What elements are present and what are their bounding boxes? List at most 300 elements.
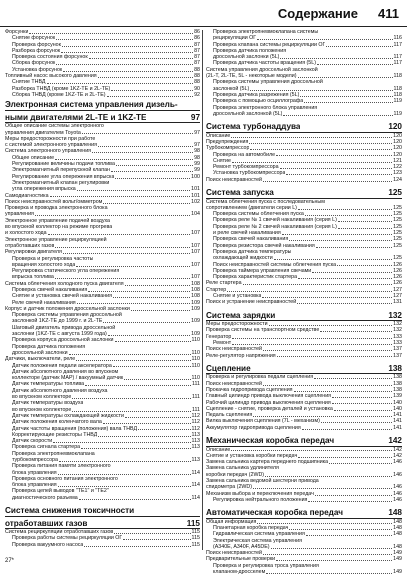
toc-leader-dots bbox=[232, 344, 392, 345]
toc-entry-page: 138 bbox=[393, 386, 402, 393]
toc-entry-title: Сцепление - снятие, проверка деталей и установка bbox=[206, 405, 333, 412]
toc-entry-title: Электромагнитный перепускной клапан bbox=[12, 167, 110, 174]
toc-section-heading[interactable] bbox=[206, 122, 402, 133]
toc-leader-dots bbox=[302, 429, 392, 430]
toc-entry-title: Проверка основного питания электронного bbox=[12, 475, 118, 482]
toc-entry-title: Замена сальника удлинителя bbox=[206, 465, 279, 472]
toc-entry-title: (2L-T, 2L-TE, 5L - некоторые модели) bbox=[206, 73, 297, 80]
toc-entry-page: 146 bbox=[393, 471, 402, 478]
toc-entry-title: Электронное управление рециркуляцией bbox=[5, 236, 107, 243]
toc-leader-dots bbox=[113, 297, 190, 298]
toc-entry-page: 142 bbox=[393, 446, 402, 453]
toc-entry-page: 125 bbox=[393, 242, 402, 249]
toc-leader-dots bbox=[98, 146, 193, 147]
toc-entry-page: 121 bbox=[393, 157, 402, 164]
toc-leader-dots bbox=[250, 90, 392, 91]
toc-entry-title: заслонки (1KZ-TE с августа 1999 года) bbox=[12, 331, 107, 338]
toc-entry[interactable] bbox=[5, 542, 200, 548]
toc-leader-dots bbox=[232, 162, 392, 163]
toc-leader-dots bbox=[283, 115, 392, 116]
toc-spacer bbox=[206, 306, 402, 309]
toc-leader-dots bbox=[69, 354, 191, 355]
toc-entry-title: Проверка системы управления дроссельной bbox=[12, 312, 122, 319]
toc-entry-page: 86 bbox=[194, 29, 200, 35]
toc-entry-title: Датчик температуры топлива bbox=[12, 381, 85, 388]
toc-entry-title: Система облегчения холодного пуска двигателя bbox=[5, 280, 124, 287]
toc-entry-title: Ремонт bbox=[213, 339, 232, 346]
toc-entry-title: Реле-регулятор напряжения bbox=[206, 352, 276, 359]
toc-leader-dots bbox=[289, 529, 392, 530]
toc-leader-dots bbox=[114, 533, 190, 534]
toc-entry-page: 148 bbox=[393, 543, 402, 550]
toc-entry-title: Проверка вакуумного насоса bbox=[12, 541, 84, 548]
toc-entry-page: 119 bbox=[393, 110, 402, 117]
toc-entry-page: 149 bbox=[393, 556, 402, 563]
toc-leader-dots bbox=[35, 215, 190, 216]
toc-entry-title: Проверка и регулировка частоты bbox=[12, 255, 94, 262]
toc-entry-page: 141 bbox=[393, 418, 402, 425]
toc-entry-page: 127 bbox=[393, 286, 402, 293]
toc-section-heading[interactable] bbox=[206, 436, 402, 447]
toc-entry-title: Проверка на автомобиле bbox=[213, 151, 276, 158]
toc-entry-page: 146 bbox=[393, 496, 402, 503]
toc-entry-page: 131 bbox=[393, 299, 402, 306]
toc-entry-page: 110 bbox=[191, 375, 200, 382]
toc-entry-page: 111 bbox=[191, 394, 200, 401]
toc-leader-dots bbox=[55, 247, 190, 248]
toc-entry-title: Аккумулятор гидропривода сцепления bbox=[206, 424, 301, 431]
toc-leader-dots bbox=[306, 535, 392, 536]
toc-entry-page: 110 bbox=[191, 362, 200, 369]
toc-entry-title: Система электронного управления bbox=[5, 148, 92, 155]
toc-entry-page: 109 bbox=[191, 318, 200, 325]
toc-leader-dots bbox=[231, 450, 392, 451]
toc-entry-page: 113 bbox=[191, 457, 200, 463]
toc-entry-title: Форсунки bbox=[5, 29, 29, 35]
toc-leader-dots bbox=[55, 278, 190, 279]
toc-entry-page: 98 bbox=[194, 154, 200, 161]
toc-leader-dots bbox=[265, 476, 392, 477]
toc-leader-dots bbox=[58, 474, 191, 475]
toc-entry-title: Электронная система управления дизель- bbox=[5, 100, 178, 110]
toc-entry-title: Разборка ТНВД (кроме 1KZ-TE и 2L-TE) bbox=[12, 85, 111, 92]
toc-entry-title: Проверка электропневмоклапана bbox=[12, 450, 95, 457]
toc-section-heading[interactable] bbox=[5, 113, 200, 124]
toc-entry-title: Предварительные проверки bbox=[206, 556, 276, 563]
toc-entry-page: 87 bbox=[194, 54, 200, 61]
toc-leader-dots bbox=[47, 83, 194, 84]
toc-entry-title: Проверка состояния форсунок bbox=[12, 54, 88, 61]
toc-entry-page: 120 bbox=[393, 151, 402, 158]
toc-entry-title: блока управления bbox=[12, 482, 57, 489]
toc-entry-page: 113 bbox=[191, 431, 200, 438]
toc-leader-dots bbox=[316, 247, 392, 248]
toc-leader-dots bbox=[305, 215, 392, 216]
toc-entry-title: Гидравлическая система управления bbox=[213, 531, 305, 538]
toc-leader-dots bbox=[263, 350, 392, 351]
toc-entry-title: Проверка свечей накаливания bbox=[213, 236, 289, 243]
toc-entry-title: Проверка работы системы рециркуляции ОГ bbox=[12, 535, 123, 542]
toc-section-heading[interactable] bbox=[206, 311, 402, 322]
toc-entry-title: Замена сальника картера переднего подшипника bbox=[206, 459, 329, 466]
toc-entry-page: 112 bbox=[191, 419, 200, 426]
toc-leader-dots bbox=[314, 378, 392, 379]
toc-leader-dots bbox=[50, 196, 191, 197]
toc-section-heading[interactable] bbox=[206, 364, 402, 375]
toc-entry-page: 107 bbox=[191, 230, 200, 237]
toc-leader-dots bbox=[274, 259, 392, 260]
toc-entry-page: 141 bbox=[393, 412, 402, 419]
toc-entry-title: турбокомпрессора bbox=[12, 457, 58, 463]
toc-entry-page: 117 bbox=[393, 54, 402, 61]
toc-entry-title: Стартер bbox=[206, 286, 227, 293]
toc-entry-page: 146 bbox=[393, 490, 402, 497]
toc-spacer bbox=[206, 431, 402, 434]
toc-leader-dots bbox=[76, 360, 190, 361]
toc-entry-page: 138 bbox=[393, 374, 402, 381]
toc-section-heading[interactable] bbox=[5, 519, 200, 530]
toc-right-column bbox=[206, 29, 402, 575]
toc-entry-page: 133 bbox=[393, 339, 402, 346]
toc-entry-title: заслонкой 1KZ-TE до 1999 г. и 2L-TE bbox=[12, 318, 103, 325]
toc-leader-dots bbox=[115, 341, 191, 342]
toc-entry-page: 99 bbox=[194, 167, 200, 174]
toc-spacer bbox=[206, 359, 402, 362]
toc-entry-title: Снятие форсунок bbox=[12, 35, 56, 42]
toc-leader-dots bbox=[107, 96, 194, 97]
toc-entry-title: Датчики, выключатели, реле bbox=[5, 356, 76, 363]
toc-leader-dots bbox=[72, 398, 191, 399]
toc-entry-page: 137 bbox=[393, 346, 402, 353]
toc-entry-page: 140 bbox=[393, 399, 402, 406]
toc-entry-title: Общее описание системы электронного bbox=[5, 123, 104, 130]
toc-entry-page: 101 bbox=[191, 186, 200, 193]
toc-leader-dots bbox=[300, 96, 392, 97]
toc-entry-title: Вилка выключения сцепления (7L - механизм) bbox=[206, 418, 320, 425]
toc-entry-page: 88 bbox=[194, 73, 200, 80]
toc-entry-title: Датчик абсолютного давления воздуха bbox=[12, 387, 108, 394]
toc-leader-dots bbox=[332, 403, 392, 404]
toc-entry-title: Проверка характеристик стартера bbox=[213, 274, 298, 281]
toc-entry-page: 87 bbox=[194, 41, 200, 48]
toc-leader-dots bbox=[138, 429, 191, 430]
toc-leader-dots bbox=[276, 560, 392, 561]
toc-entry-page: 115 bbox=[191, 529, 200, 536]
toc-leader-dots bbox=[62, 46, 193, 47]
toc-entry-page: 111 bbox=[191, 381, 200, 388]
toc-entry-page: 149 bbox=[393, 550, 402, 557]
toc-leader-dots bbox=[111, 90, 193, 91]
toc-entry-page: 101 bbox=[191, 192, 200, 199]
toc-entry-title: Замена сальника ведомой шестерни привода bbox=[206, 478, 319, 485]
toc-spacer bbox=[206, 117, 402, 120]
toc-entry-page: 107 bbox=[191, 242, 200, 249]
toc-leader-dots bbox=[103, 322, 190, 323]
toc-entry-page: 110 bbox=[191, 349, 200, 356]
toc-leader-dots bbox=[63, 71, 193, 72]
toc-entry-page: 108 bbox=[191, 280, 200, 287]
toc-leader-dots bbox=[317, 64, 393, 65]
toc-leader-dots bbox=[337, 265, 392, 266]
toc-entry-title: Проверка резистора свечей накаливания bbox=[213, 242, 315, 249]
toc-section-heading[interactable] bbox=[5, 506, 200, 517]
toc-entry-page: 148 bbox=[393, 531, 402, 538]
toc-leader-dots bbox=[326, 46, 392, 47]
toc-entry-page: 124 bbox=[393, 176, 402, 183]
toc-entry-page: 116 bbox=[393, 35, 402, 42]
toc-entry-title: Система запуска bbox=[206, 188, 274, 198]
toc-leader-dots bbox=[88, 291, 190, 292]
toc-spacer bbox=[5, 501, 200, 504]
toc-entry-title: Датчик температуры охлаждающей жидкости bbox=[12, 412, 124, 419]
toc-entry-page: 122 bbox=[393, 164, 402, 171]
toc-entry-page: 97 bbox=[190, 112, 200, 122]
toc-entry-title: (A340E, A340F, A45DE) bbox=[213, 543, 270, 550]
toc-entry-title: Проверка сигнала стартера bbox=[12, 444, 81, 451]
toc-section-heading[interactable] bbox=[206, 508, 402, 519]
toc-leader-dots bbox=[113, 366, 191, 367]
toc-leader-dots bbox=[81, 448, 190, 449]
toc-entry-title: Проверка форсунок bbox=[12, 41, 61, 48]
toc-entry-title: впрыска топлива bbox=[12, 274, 54, 281]
toc-entry-title: коллекторе (датчик MAP) / вакуумный датчик bbox=[12, 375, 124, 382]
toc-entry-page: 109 bbox=[191, 305, 200, 312]
toc-entry-title: Меры предосторожности при работе bbox=[5, 135, 96, 142]
toc-entry-title: Поиск и устранение неисправностей bbox=[206, 299, 297, 306]
toc-entry-page: 107 bbox=[191, 274, 200, 281]
toc-entry-title: Поиск неисправностей bbox=[206, 346, 262, 353]
toc-entry-title: Система турбонаддува bbox=[206, 122, 301, 132]
toc-entry-title: Реле свечей накаливания bbox=[12, 299, 76, 306]
toc-entry-page: 86 bbox=[194, 35, 200, 42]
toc-entry-title: Система управления дроссельной заслонкой bbox=[206, 66, 318, 73]
toc-entry-title: Рабочий цилиндр привода выключения сцепления bbox=[206, 399, 331, 406]
toc-entry-title: Проверка питания памяти электронного bbox=[12, 463, 111, 470]
toc-entry-page: 140 bbox=[393, 405, 402, 412]
toc-entry-page: 141 bbox=[393, 424, 402, 431]
toc-entry-title: Установка турбокомпрессора bbox=[213, 170, 286, 177]
toc-entry-title: Сцепление bbox=[206, 363, 251, 373]
toc-entry-title: управления двигателем Toyota bbox=[5, 129, 81, 136]
toc-entry-title: Проверка системы на транспортном средстве bbox=[206, 327, 320, 334]
toc-entry-title: Проверка и регулировка троса управления bbox=[213, 562, 319, 569]
toc-entry-title: Поиск неисправностей bbox=[206, 176, 262, 183]
toc-entry-page: 108 bbox=[191, 293, 200, 300]
toc-entry-page: 126 bbox=[393, 280, 402, 287]
toc-leader-dots bbox=[315, 495, 392, 496]
toc-entry-page: 117 bbox=[393, 41, 402, 48]
toc-leader-dots bbox=[53, 442, 190, 443]
toc-entry-page: 110 bbox=[191, 356, 200, 363]
toc-section-heading[interactable] bbox=[206, 188, 402, 199]
toc-leader-dots bbox=[262, 297, 392, 298]
toc-entry-page: 126 bbox=[393, 274, 402, 281]
toc-leader-dots bbox=[103, 423, 191, 424]
toc-entry-title: коробки передач (2WD) bbox=[206, 471, 265, 478]
toc-entry-title: Педаль сцепления bbox=[206, 412, 253, 419]
toc-entry-page: 114 bbox=[191, 469, 200, 476]
toc-entry-page: 110 bbox=[191, 337, 200, 344]
toc-entry-page: 100 bbox=[191, 173, 200, 180]
toc-entry-title: дроссельной заслонки (5L) bbox=[213, 54, 280, 61]
toc-entry-page: 146 bbox=[393, 484, 402, 491]
toc-entry-page: 92 bbox=[194, 91, 200, 98]
toc-entry-title: Проверка реле № 2 свечей накаливания (серия L) bbox=[213, 223, 337, 230]
toc-entry-title: Проверка датчика разрежения (5L) bbox=[213, 91, 300, 98]
toc-leader-dots bbox=[58, 486, 191, 487]
toc-entry-page: 109 bbox=[191, 331, 200, 338]
toc-entry-title: Прокачка гидропривода сцепления bbox=[206, 386, 293, 393]
toc-leader-dots bbox=[263, 554, 392, 555]
toc-leader-dots bbox=[98, 436, 190, 437]
toc-entry-title: Проверка цепей выводов "TE1" и "TE2" bbox=[12, 488, 109, 495]
toc-leader-dots bbox=[249, 143, 392, 144]
toc-leader-dots bbox=[123, 539, 190, 540]
toc-entry-title: Электромагнитный клапан регулировки bbox=[12, 179, 110, 186]
toc-entry-page: 113 bbox=[191, 438, 200, 445]
toc-entry-title: Система облегчения пуска с последовательным bbox=[206, 198, 325, 205]
toc-entry-title: Датчик положения коленчатого вала bbox=[12, 419, 102, 426]
toc-entry-title: Автоматическая коробка передач bbox=[206, 508, 343, 518]
toc-leader-dots bbox=[56, 64, 193, 65]
toc-leader-dots bbox=[85, 385, 191, 386]
toc-leader-dots bbox=[56, 39, 193, 40]
toc-entry-title: управления bbox=[5, 211, 34, 218]
toc-leader-dots bbox=[115, 178, 190, 179]
toc-entry-page: 125 bbox=[393, 236, 402, 243]
toc-entry-page: 138 bbox=[388, 363, 402, 373]
toc-entry-title: Механическая коробка передач bbox=[206, 436, 335, 446]
toc-entry-title: Электронное управление подачей воздуха bbox=[5, 217, 110, 224]
toc-entry-title: Описание bbox=[206, 132, 231, 139]
toc-entry-title: Проверка электропневмоклапана системы bbox=[213, 29, 319, 35]
toc-entry-title: Общее описание bbox=[12, 154, 55, 161]
toc-entry-page: 132 bbox=[393, 327, 402, 334]
toc-leader-dots bbox=[231, 137, 392, 138]
toc-entry-title: Поиск неисправностей вольт/омметром bbox=[5, 198, 103, 205]
toc-entry-title: Предупреждения bbox=[206, 138, 249, 145]
toc-entry-page: 107 bbox=[191, 249, 200, 256]
toc-entry-page: 125 bbox=[393, 211, 402, 218]
toc-entry-page: 102 bbox=[191, 198, 200, 205]
toc-entry-title: Регулировки двигателя bbox=[5, 249, 62, 256]
toc-entry-title: Шаговый двигатель привода дроссельной bbox=[12, 324, 116, 331]
toc-entry-title: Снятие ТНВД bbox=[12, 79, 46, 86]
toc-entry-title: Проверка с помощью осциллографа bbox=[213, 98, 304, 105]
toc-entry-title: Проверка электронного блока управления bbox=[213, 104, 318, 111]
toc-entry-title: Корректирующие резисторы ТНВД bbox=[12, 431, 98, 438]
toc-leader-dots bbox=[308, 501, 392, 502]
toc-entry-page: 125 bbox=[393, 255, 402, 262]
toc-entry-title: диагностического разъема bbox=[12, 494, 78, 501]
toc-entry-page: 87 bbox=[194, 47, 200, 54]
toc-leader-dots bbox=[334, 410, 392, 411]
toc-entry-page: 111 bbox=[191, 406, 200, 413]
toc-entry-title: Ремонт турбокомпрессора bbox=[213, 164, 279, 171]
toc-entry-title: Проверка корпуса дроссельной заслонки bbox=[12, 337, 114, 344]
toc-entry-title: заслонкой (5L) bbox=[213, 85, 250, 92]
toc-leader-dots bbox=[286, 174, 392, 175]
toc-entry-title: Датчик абсолютного давления во впускном bbox=[12, 368, 119, 375]
toc-leader-dots bbox=[289, 240, 392, 241]
toc-leader-dots bbox=[98, 77, 193, 78]
toc-entry-title: Регулирование угла опережения впрыска bbox=[12, 173, 115, 180]
toc-entry-title: Датчик частоты вращения (положения) вала ТНВД bbox=[12, 425, 138, 432]
toc-entry-page: 126 bbox=[393, 261, 402, 268]
toc-entry-title: Главный цилиндр привода выключения сцепления bbox=[206, 393, 332, 400]
toc-entry-title: Планетарная коробка передач bbox=[213, 525, 289, 531]
toc-leader-dots bbox=[232, 338, 392, 339]
toc-entry-page: 118 bbox=[393, 85, 402, 92]
toc-leader-dots bbox=[320, 331, 392, 332]
toc-entry-page: 142 bbox=[388, 436, 402, 446]
toc-entry-title: Описание bbox=[206, 446, 231, 453]
toc-entry-title: и холостого хода bbox=[5, 230, 47, 237]
toc-entry-page: 115 bbox=[191, 541, 200, 548]
toc-section-heading[interactable] bbox=[5, 100, 200, 111]
toc-leader-dots bbox=[257, 39, 392, 40]
toc-leader-dots bbox=[125, 285, 191, 286]
toc-entry-page: 125 bbox=[393, 204, 402, 211]
toc-entry-page: 133 bbox=[393, 333, 402, 340]
toc-entry-title: отработавших газов bbox=[5, 242, 55, 249]
toc-leader-dots bbox=[48, 234, 191, 235]
toc-entry-title: Система рециркуляции отработавших газов bbox=[5, 529, 114, 536]
toc-entry-page: 97 bbox=[194, 142, 200, 149]
toc-leader-dots bbox=[103, 203, 190, 204]
toc-leader-dots bbox=[263, 181, 392, 182]
toc-entry-page: 149 bbox=[393, 569, 402, 575]
toc-entry-page: 148 bbox=[393, 518, 402, 525]
toc-entry-page: 118 bbox=[393, 73, 402, 80]
toc-entry-title: Датчик положения педали акселератора bbox=[12, 362, 112, 369]
toc-entry-title: Проверка и проводка электронного блока bbox=[5, 205, 108, 212]
toc-entry-title: клапаном-дросселем bbox=[213, 569, 266, 575]
toc-leader-dots bbox=[72, 411, 191, 412]
toc-entry-title: Корпус и датчик положения дроссельной заслонки bbox=[5, 305, 130, 312]
toc-entry-page: 120 bbox=[393, 145, 402, 152]
toc-leader-dots bbox=[243, 284, 393, 285]
toc-entry-page: 88 bbox=[194, 66, 200, 73]
toc-entry-title: Поиск неисправностей системы облегчения пуска bbox=[213, 261, 337, 268]
toc-leader-dots bbox=[79, 499, 191, 500]
toc-entry-page: 117 bbox=[393, 60, 402, 67]
toc-entry-title: Проверка датчика частоты вращения (5L) bbox=[213, 60, 316, 67]
toc-entry-title: рециркуляции ОГ bbox=[213, 35, 257, 42]
toc-entry-title: Электрическая система управления bbox=[213, 537, 302, 544]
toc-entry-page: 115 bbox=[191, 535, 200, 542]
toc-leader-dots bbox=[61, 52, 193, 53]
toc-leader-dots bbox=[277, 356, 393, 357]
toc-entry-page: 127 bbox=[393, 292, 402, 299]
toc-leader-dots bbox=[227, 291, 392, 292]
toc-entry-page: 114 bbox=[191, 494, 200, 501]
toc-leader-dots bbox=[253, 488, 392, 489]
toc-leader-dots bbox=[321, 422, 392, 423]
toc-entry-page: 98 bbox=[194, 148, 200, 155]
toc-entry-title: с системой электронного управления bbox=[5, 142, 97, 149]
toc-entry-title: вращения холостого хода bbox=[12, 261, 76, 268]
toc-entry-page: 90 bbox=[194, 85, 200, 92]
toc-entry-title: Меры предосторожности bbox=[206, 321, 268, 328]
toc-leader-dots bbox=[269, 325, 393, 326]
toc-entry-title: Топливный насос высокого давления bbox=[5, 73, 97, 80]
toc-entry-page: 138 bbox=[393, 380, 402, 387]
toc-leader-dots bbox=[312, 272, 392, 273]
toc-entry-page: 113 bbox=[191, 444, 200, 451]
toc-entry-title: блока управления bbox=[12, 469, 57, 476]
toc-entry[interactable] bbox=[5, 92, 200, 98]
